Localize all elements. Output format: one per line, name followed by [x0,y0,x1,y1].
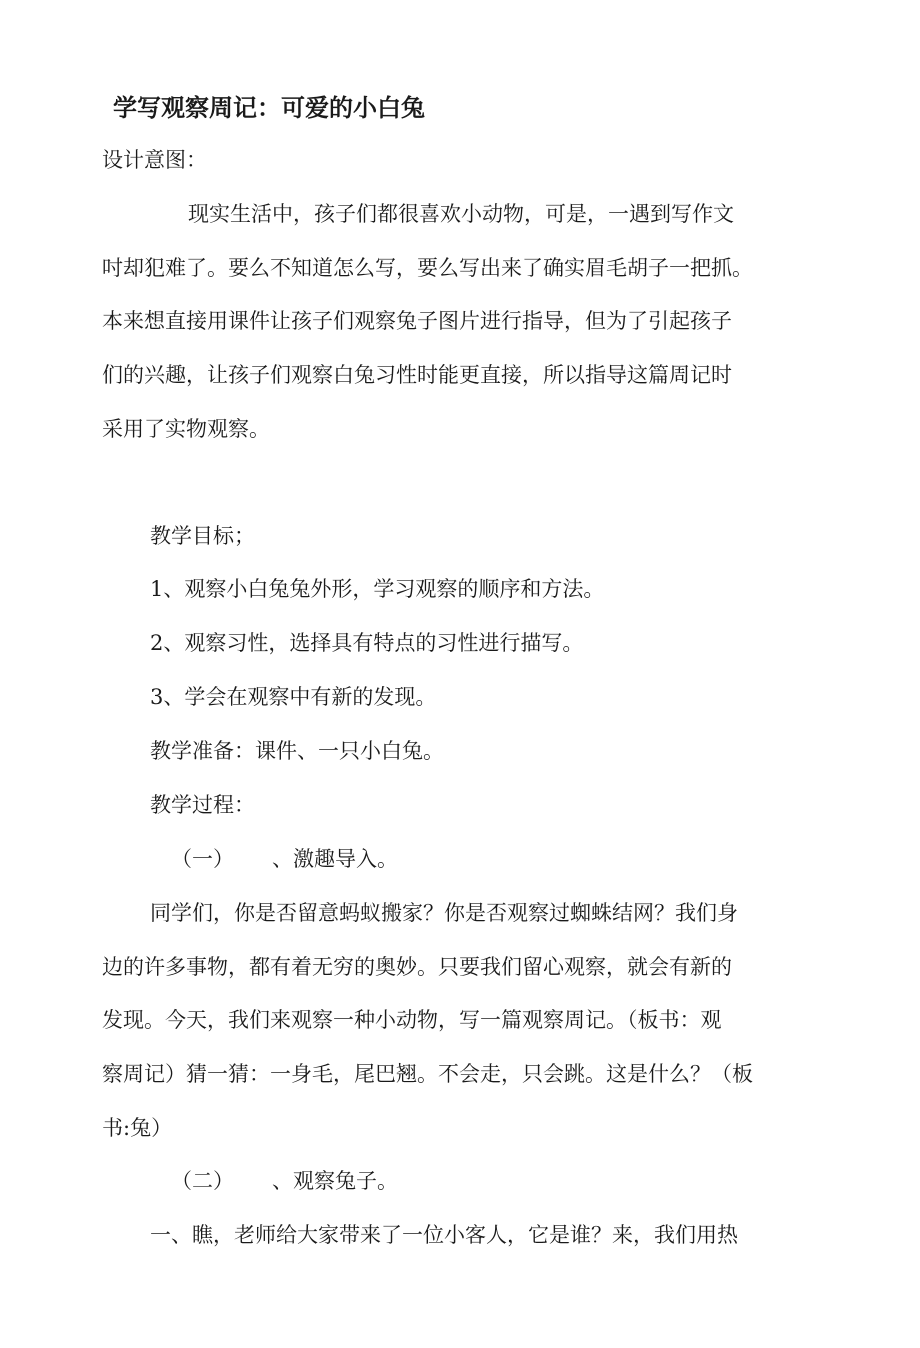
design-heading: 设计意图： [102,148,207,172]
design-paragraph-line: 采用了实物观察。 [102,417,270,441]
step-number: （一） [171,847,234,871]
preparation: 教学准备：课件、一只小白兔。 [150,739,444,763]
observe-paragraph-line: 一、瞧，老师给大家带来了一位小客人，它是谁？来，我们用热 [150,1223,738,1247]
process-heading: 教学过程： [150,793,255,817]
design-paragraph-line: 本来想直接用课件让孩子们观察兔子图片进行指导，但为了引起孩子 [102,309,732,333]
goal-item: 1、观察小白兔兔外形，学习观察的顺序和方法。 [150,577,605,601]
goals-heading: 教学目标； [150,524,255,548]
design-paragraph-line: 吋却犯难了。要么不知道怎么写，要么写出来了确实眉毛胡子一把抓。 [102,256,753,280]
intro-paragraph-line: 边的许多事物，都有着无穷的奥妙。只要我们留心观察，就会有新的 [102,955,732,979]
step-label: 、观察兔子。 [272,1169,398,1193]
goal-item: 2、观察习性，选择具有特点的习性进行描写。 [150,631,584,655]
intro-paragraph-line: 书:兔） [102,1116,173,1140]
step-two-heading [171,1167,398,1195]
goal-item: 3、学会在观察中有新的发现。 [150,685,437,709]
intro-paragraph-line: 同学们，你是否留意蚂蚁搬家？你是否观察过蜘蛛结网？我们身 [150,901,738,925]
design-paragraph-line: 现实生活中，孩子们都很喜欢小动物，可是，一遇到写作文 [188,202,734,226]
step-label: 、激趣导入。 [272,847,398,871]
page-title: 学写观察周记：可爱的小白兔 [113,94,425,122]
intro-paragraph-line: 发现。今天，我们来观察一种小动物，写一篇观察周记。（板书：观 [102,1008,722,1032]
intro-paragraph-line: 察周记）猜一猜：一身毛，尾巴翘。不会走，只会跳。这是什么？（板 [102,1062,753,1086]
design-paragraph-line: 们的兴趣，让孩子们观察白兔习性时能更直接，所以指导这篇周记时 [102,363,732,387]
step-one-heading [171,845,398,873]
step-number: （二） [171,1169,234,1193]
